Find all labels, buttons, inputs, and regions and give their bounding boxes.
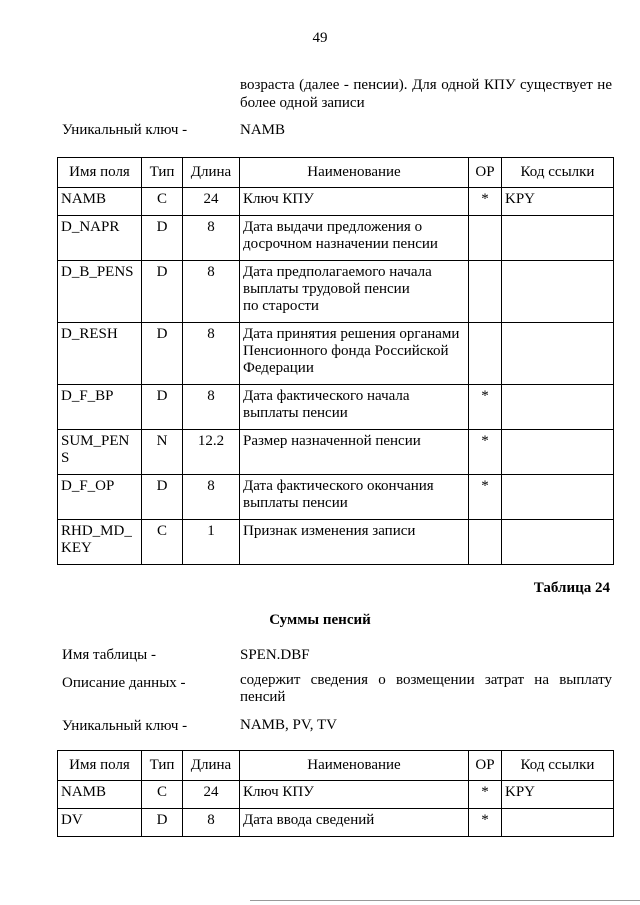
field-name: D_F_OP: [61, 478, 115, 494]
field-length: 24: [203, 191, 219, 207]
field-description: Дата выдачи предложения о досрочном назначении пенсии: [243, 219, 438, 252]
table-row: [58, 809, 614, 837]
field-name: RHD_MD_ KEY: [61, 523, 132, 556]
intro-paragraph: возраста (далее - пенсии). Для одной КПУ существует не более одной записи: [240, 77, 612, 111]
table-caption: Таблица 24: [533, 580, 610, 596]
fields-table-2: [57, 750, 614, 837]
field-op: *: [481, 812, 489, 828]
field-description: Дата ввода сведений: [243, 812, 375, 828]
header-type: Тип: [142, 158, 183, 188]
header-op: ОР: [469, 751, 502, 781]
field-name: D_F_BP: [61, 388, 114, 404]
header-type: Тип: [142, 751, 183, 781]
table-name-label: Имя таблицы -: [62, 647, 156, 663]
field-type: N: [156, 433, 168, 449]
field-description: Признак изменения записи: [243, 523, 416, 539]
fields-table-1: [57, 157, 614, 565]
field-description: Размер назначенной пенсии: [243, 433, 421, 449]
field-name: DV: [61, 812, 83, 828]
field-op: [469, 323, 501, 326]
field-name: D_NAPR: [61, 219, 120, 235]
table-header-row: [58, 751, 614, 781]
header-ref: Код ссылки: [502, 158, 614, 188]
table-row: [58, 520, 614, 565]
field-name: D_B_PENS: [61, 264, 134, 280]
field-length: 8: [207, 219, 215, 235]
field-op: *: [481, 191, 489, 207]
field-type: C: [156, 523, 167, 539]
field-type: D: [156, 388, 168, 404]
bottom-rule: [250, 900, 640, 901]
table-row: [58, 323, 614, 385]
field-name: NAMB: [61, 191, 107, 207]
field-op: *: [481, 388, 489, 404]
table-row: [58, 385, 614, 430]
field-ref: [505, 475, 613, 478]
field-description: Дата принятия решения органами Пенсионного фонда Российской Федерации: [243, 326, 460, 376]
data-description-value: содержит сведения о возмещении затрат на выплату пенсий: [240, 672, 612, 705]
header-name: Имя поля: [58, 158, 142, 188]
field-type: D: [156, 219, 168, 235]
header-length: Длина: [183, 158, 240, 188]
field-ref: [505, 216, 613, 219]
field-op: *: [481, 433, 489, 449]
header-name: Имя поля: [58, 751, 142, 781]
field-op: [469, 216, 501, 219]
field-length: 8: [207, 326, 215, 342]
table-header-row: [58, 158, 614, 188]
field-ref: [505, 323, 613, 326]
field-ref: KPY: [505, 191, 536, 207]
table-row: [58, 430, 614, 475]
field-ref: [505, 520, 613, 523]
field-description: Ключ КПУ: [243, 784, 314, 800]
field-length: 8: [207, 264, 215, 280]
table-row: [58, 781, 614, 809]
unique-key-value-2: NAMB, PV, TV: [240, 717, 337, 733]
table-row: [58, 475, 614, 520]
field-name: D_RESH: [61, 326, 118, 342]
field-description: Дата предполагаемого начала выплаты трудовой пенсии по старости: [243, 264, 432, 314]
field-length: 1: [207, 523, 215, 539]
field-description: Дата фактического начала выплаты пенсии: [243, 388, 410, 421]
table-row: [58, 261, 614, 323]
unique-key-label: Уникальный ключ -: [62, 122, 188, 138]
field-op: *: [481, 784, 489, 800]
field-type: C: [156, 784, 167, 800]
field-length: 8: [207, 478, 215, 494]
header-length: Длина: [183, 751, 240, 781]
table-name-value: SPEN.DBF: [240, 647, 310, 663]
field-ref: [505, 261, 613, 264]
field-length: 8: [207, 388, 215, 404]
field-type: D: [156, 478, 168, 494]
field-description: Ключ КПУ: [243, 191, 314, 207]
header-description: Наименование: [240, 751, 469, 781]
field-length: 24: [203, 784, 219, 800]
table-row: [58, 216, 614, 261]
field-description: Дата фактического окончания выплаты пенсии: [243, 478, 434, 511]
section-title: Суммы пенсий: [269, 612, 371, 628]
field-type: D: [156, 812, 168, 828]
field-type: D: [156, 264, 168, 280]
table-row: [58, 188, 614, 216]
field-ref: [505, 430, 613, 433]
unique-key-label-2: Уникальный ключ -: [62, 718, 188, 734]
field-op: [469, 261, 501, 264]
unique-key-value: NAMB: [240, 122, 286, 138]
header-op: ОР: [469, 158, 502, 188]
header-description: Наименование: [240, 158, 469, 188]
header-ref: Код ссылки: [502, 751, 614, 781]
field-ref: [505, 385, 613, 388]
data-description-label: Описание данных -: [62, 675, 186, 691]
field-type: C: [156, 191, 167, 207]
field-name: SUM_PEN S: [61, 433, 130, 466]
field-name: NAMB: [61, 784, 107, 800]
field-length: 8: [207, 812, 215, 828]
field-op: *: [481, 478, 489, 494]
field-op: [469, 520, 501, 523]
field-ref: KPY: [505, 784, 536, 800]
field-type: D: [156, 326, 168, 342]
page-number: 49: [312, 30, 328, 46]
field-ref: [505, 809, 613, 812]
field-length: 12.2: [197, 433, 225, 449]
